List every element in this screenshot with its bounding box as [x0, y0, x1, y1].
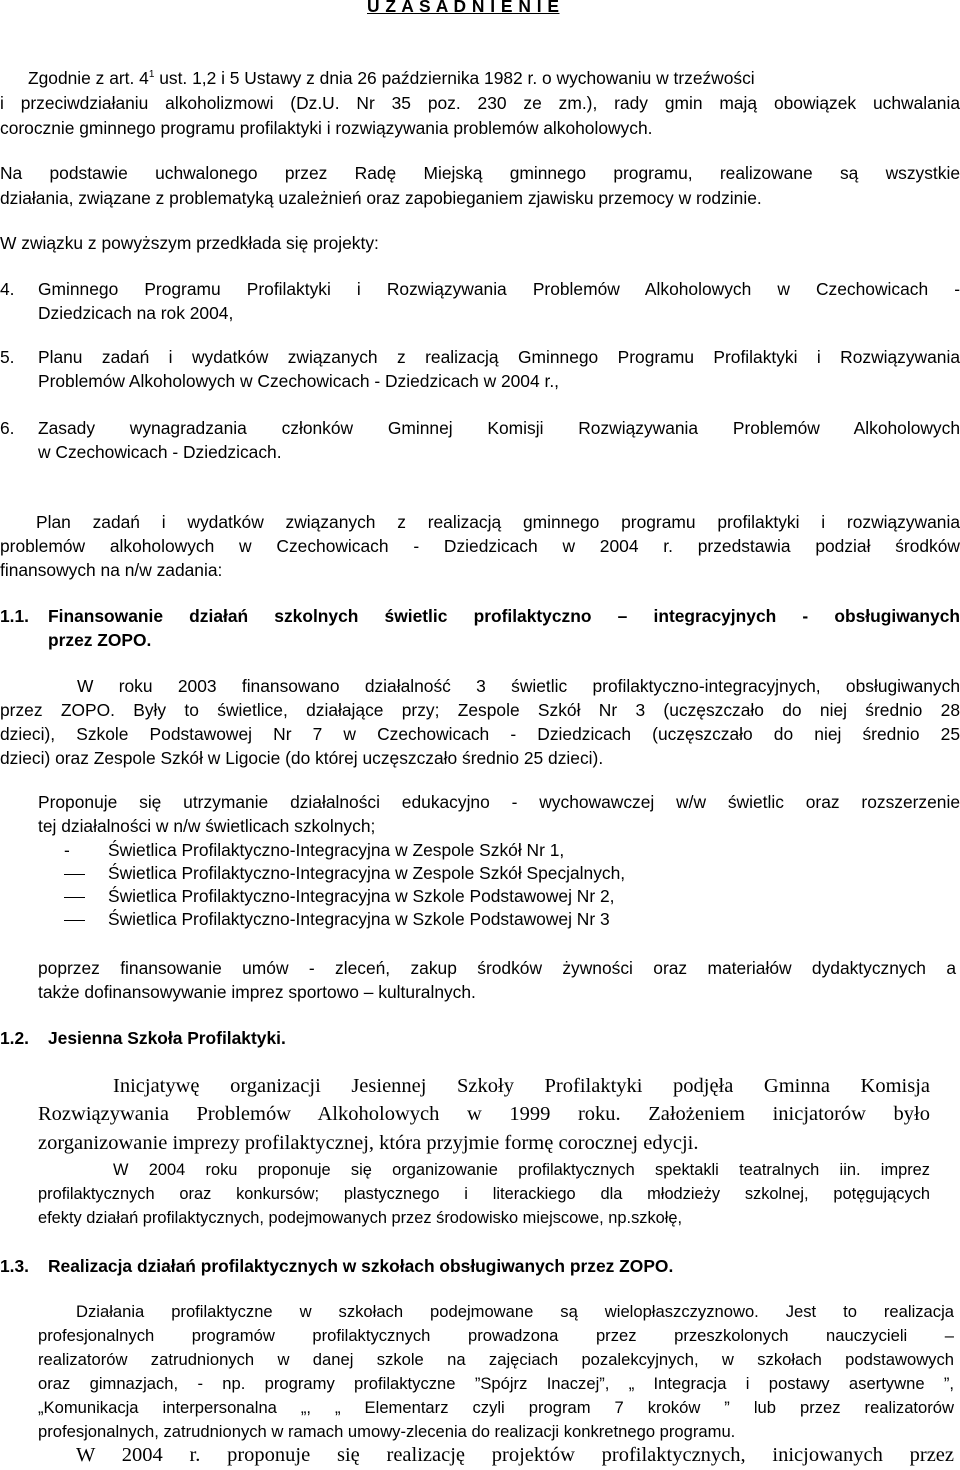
paragraph-line: „Komunikacja interpersonalna „, „ Elementarz czyli program 7 kroków ” lub przez realizatorów: [38, 1398, 954, 1417]
list-bullet: [64, 874, 85, 875]
section-number: 1.3.: [0, 1256, 30, 1276]
serif-paragraph-line: Inicjatywę organizacji Jesiennej Szkoły Profilaktyki podjęła Gminna Komisja: [113, 1075, 930, 1097]
project-line: w Czechowicach - Dziedzicach.: [38, 442, 282, 462]
section-heading: Finansowanie działań szkolnych świetlic profilaktyczno – integracyjnych - obsługiwanych: [48, 606, 960, 626]
projects-intro: W związku z powyższym przedkłada się projekty:: [0, 233, 379, 253]
project-number: 5.: [0, 347, 15, 367]
project-line: Zasady wynagradzania członków Gminnej Komisji Rozwiązywania Problemów Alkoholowych: [38, 418, 960, 438]
list-item: Świetlica Profilaktyczno-Integracyjna w Szkole Podstawowej Nr 2,: [108, 886, 615, 906]
paragraph-line: Proponuje się utrzymanie działalności edukacyjno - wychowawczej w/w świetlic oraz rozszerzenie: [38, 792, 960, 812]
list-bullet: [64, 897, 85, 898]
plan-line-3: finansowych na n/w zadania:: [0, 560, 223, 580]
paragraph-line: także dofinansowywanie imprez sportowo – kulturalnych.: [38, 982, 476, 1002]
serif-paragraph-line: zorganizowanie imprezy profilaktycznej, która przyjmie formę corocznej edycji.: [38, 1132, 699, 1154]
paragraph-line: profilaktycznych oraz konkursów; plastycznego i literackiego dla młodzieży szkolnej, potęgujących: [38, 1185, 930, 1203]
paragraph-line: efekty działań profilaktycznych, podejmowanych przez środowisko miejscowe, np.szkołę,: [38, 1209, 683, 1227]
project-number: 6.: [0, 418, 15, 438]
intro-line-1: Zgodnie z art. $4^1$ ust. 1,2 i 5 Ustawy z dnia 26 października 1982 r. o wychowaniu w trzeźwości: [28, 68, 755, 88]
paragraph-line: W roku 2003 finansowano działalność 3 świetlic profilaktyczno-integracyjnych, obsługiwanych: [77, 676, 960, 696]
project-line: Gminnego Programu Profilaktyki i Rozwiązywania Problemów Alkoholowych w Czechowicach -: [38, 279, 960, 299]
intro-line-3: corocznie gminnego programu profilaktyki i rozwiązywania problemów alkoholowych.: [0, 118, 653, 138]
list-item: Świetlica Profilaktyczno-Integracyjna w Zespole Szkół Nr 1,: [108, 840, 565, 860]
section-heading: Realizacja działań profilaktycznych w szkołach obsługiwanych przez ZOPO.: [48, 1256, 674, 1276]
project-line: Problemów Alkoholowych w Czechowicach - Dziedzicach w 2004 r.,: [38, 371, 559, 391]
serif-paragraph-line: W 2004 r. proponuje się realizację projektów profilaktycznych, inicjowanych przez: [76, 1444, 954, 1466]
paragraph-line: poprzez finansowanie umów - zleceń, zakup środków żywności oraz materiałów dydaktycznych a: [38, 958, 956, 978]
plan-line-2: problemów alkoholowych w Czechowicach - Dziedzicach w 2004 r. przedstawia podział środków: [0, 536, 960, 556]
paragraph-line: przez ZOPO. Były to świetlice, działające przy; Zespole Szkół Nr 3 (uczęszczało do niej średnio 28: [0, 700, 960, 720]
intro-line-2: i przeciwdziałaniu alkoholizmowi (Dz.U. Nr 35 poz. 230 ze zm.), rady gmin mają obowiązek uchwalania: [0, 93, 960, 113]
paragraph-line: realizatorów zatrudnionych w danej szkole na zajęciach pozalekcyjnych, w szkołach podstawowych: [38, 1350, 954, 1369]
section-number: 1.1.: [0, 606, 30, 626]
paragraph-line: W 2004 roku proponuje się organizowanie profilaktycznych spektakli teatralnych iin. imprez: [113, 1161, 930, 1179]
paragraph-line: profesjonalnych programów profilaktycznych prowadzona przez przeszkolonych nauczycieli –: [38, 1326, 954, 1345]
section-heading: przez ZOPO.: [48, 630, 152, 650]
project-line: Planu zadań i wydatków związanych z realizacją Gminnego Programu Profilaktyki i Rozwiązywania: [38, 347, 960, 367]
paragraph-line: dzieci) oraz Zespole Szkół w Ligocie (do której uczęszczało średnio 25 dzieci).: [0, 748, 604, 768]
list-item: Świetlica Profilaktyczno-Integracyjna w Szkole Podstawowej Nr 3: [108, 909, 610, 929]
document-title: U Z A S A D N I E N I E: [367, 0, 560, 16]
basis-line-2: działania, związane z problematyką uzależnień oraz zapobieganiem zjawisku przemocy w rodzinie.: [0, 188, 762, 208]
section-heading: Jesienna Szkoła Profilaktyki.: [48, 1028, 286, 1048]
list-bullet: -: [64, 840, 70, 860]
project-number: 4.: [0, 279, 15, 299]
paragraph-line: tej działalności w n/w świetlicach szkolnych;: [38, 816, 376, 836]
plan-line-1: Plan zadań i wydatków związanych z realizacją gminnego programu profilaktyki i rozwiązywania: [36, 512, 960, 532]
serif-paragraph-line: Rozwiązywania Problemów Alkoholowych w 1999 roku. Założeniem inicjatorów było: [38, 1103, 930, 1125]
section-number: 1.2.: [0, 1028, 30, 1048]
paragraph-line: profesjonalnych, zatrudnionych w ramach umowy-zlecenia do realizacji konkretnego programu.: [38, 1422, 736, 1441]
project-line: Dziedzicach na rok 2004,: [38, 303, 234, 323]
paragraph-line: dzieci), Szkole Podstawowej Nr 7 w Czechowicach - Dziedzicach (uczęszczało do niej średnio 25: [0, 724, 960, 744]
basis-line-1: Na podstawie uchwalonego przez Radę Miejską gminnego programu, realizowane są wszystkie: [0, 163, 960, 183]
list-item: Świetlica Profilaktyczno-Integracyjna w Zespole Szkół Specjalnych,: [108, 863, 626, 883]
list-bullet: [64, 920, 85, 921]
paragraph-line: oraz gimnazjach, - np. programy profilaktyczne ”Spójrz Inaczej”, „ Integracja i postawy asertywne ”,: [38, 1374, 954, 1393]
paragraph-line: Działania profilaktyczne w szkołach podejmowane są wielopłaszczyznowo. Jest to realizacja: [76, 1302, 954, 1321]
